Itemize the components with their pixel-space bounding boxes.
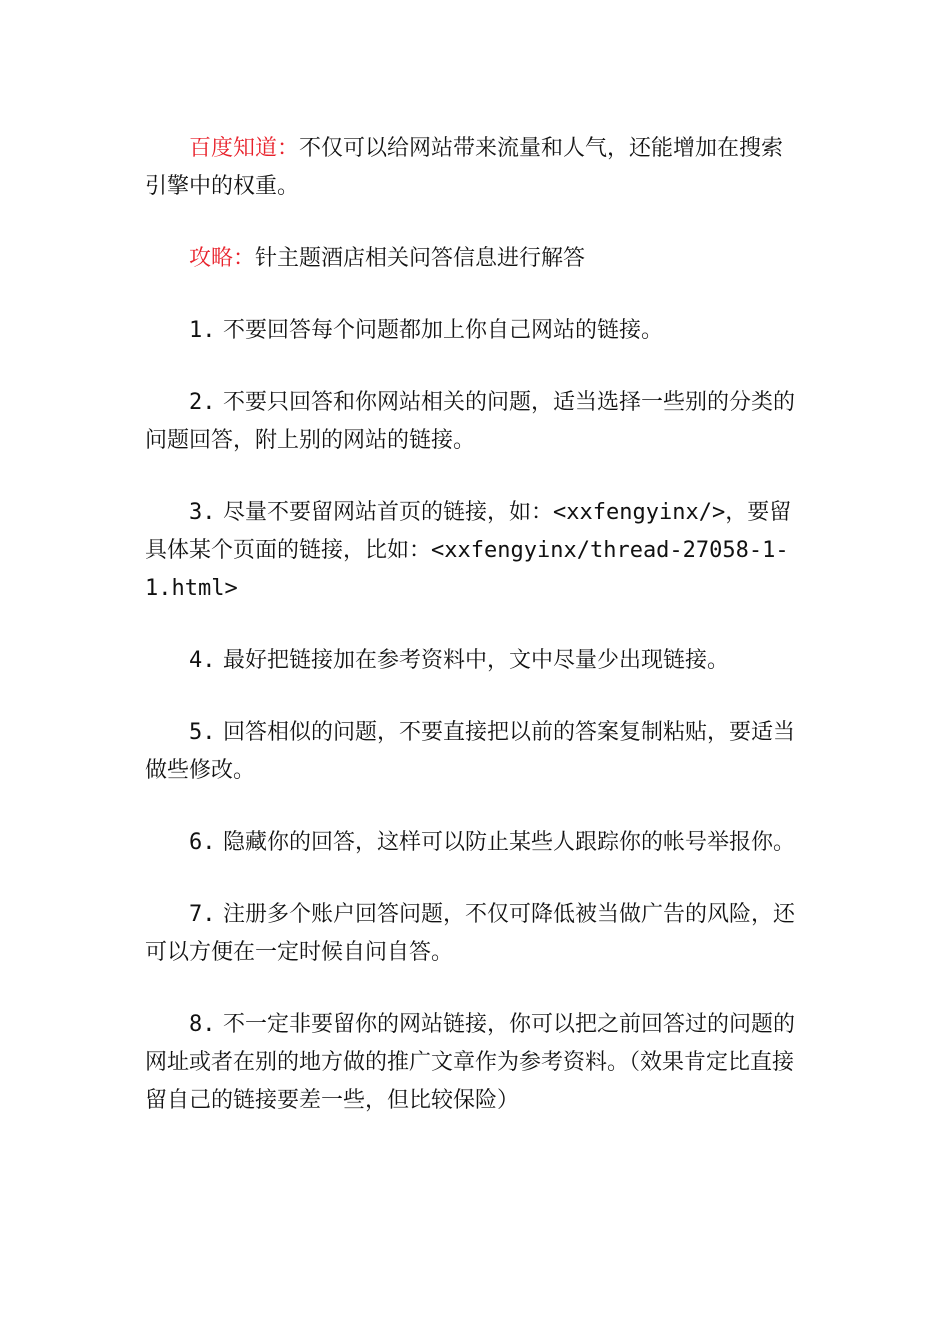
strategy-text: 针主题酒店相关问答信息进行解答 [255,246,586,271]
strategy-paragraph [145,240,805,278]
list-number-8: 8. [189,1012,216,1037]
list-text-3-middle: ，要留具体某个页面的链接，比如： [145,500,792,563]
list-number-4: 4. [189,648,216,673]
list-text-6: 隐藏你的回答，这样可以防止某些人跟踪你的帐号举报你。 [223,830,796,855]
list-text-8: 不一定非要留你的网站链接，你可以把之前回答过的问题的网址或者在别的地方做的推广文章作为参考资料。（效果肯定比直接留自己的链接要差一些，但比较保险） [145,1012,796,1113]
list-item-6 [145,824,805,862]
list-number-3: 3. [189,500,216,525]
list-number-2: 2. [189,390,216,415]
list-text-1: 不要回答每个问题都加上你自己网站的链接。 [223,318,664,343]
list-number-1: 1. [189,318,216,343]
list-item-8 [145,1006,805,1120]
list-number-5: 5. [189,720,216,745]
list-text-4: 最好把链接加在参考资料中，文中尽量少出现链接。 [223,648,730,673]
intro-paragraph [145,130,805,206]
list-item-1 [145,312,805,350]
thread-link-example: <xxfengyinx/thread-27058-1-1.html> [145,538,789,601]
list-number-7: 7. [189,902,216,927]
list-item-3 [145,494,805,608]
list-item-4 [145,642,805,680]
list-number-6: 6. [189,830,216,855]
intro-text: 不仅可以给网站带来流量和人气，还能增加在搜索引擎中的权重。 [145,136,784,199]
list-item-2 [145,384,805,460]
list-text-2: 不要只回答和你网站相关的问题，适当选择一些别的分类的问题回答，附上别的网站的链接。 [145,390,796,453]
list-text-3-before: 尽量不要留网站首页的链接，如： [223,500,554,525]
baidu-zhidao-label: 百度知道： [189,136,300,161]
list-item-5 [145,714,805,790]
homepage-link-example: <xxfengyinx/> [553,500,726,525]
document-content [145,130,805,1120]
list-text-5: 回答相似的问题，不要直接把以前的答案复制粘贴，要适当做些修改。 [145,720,796,783]
list-item-7 [145,896,805,972]
strategy-label: 攻略： [189,246,256,271]
list-text-7: 注册多个账户回答问题，不仅可降低被当做广告的风险，还可以方便在一定时候自问自答。 [145,902,796,965]
